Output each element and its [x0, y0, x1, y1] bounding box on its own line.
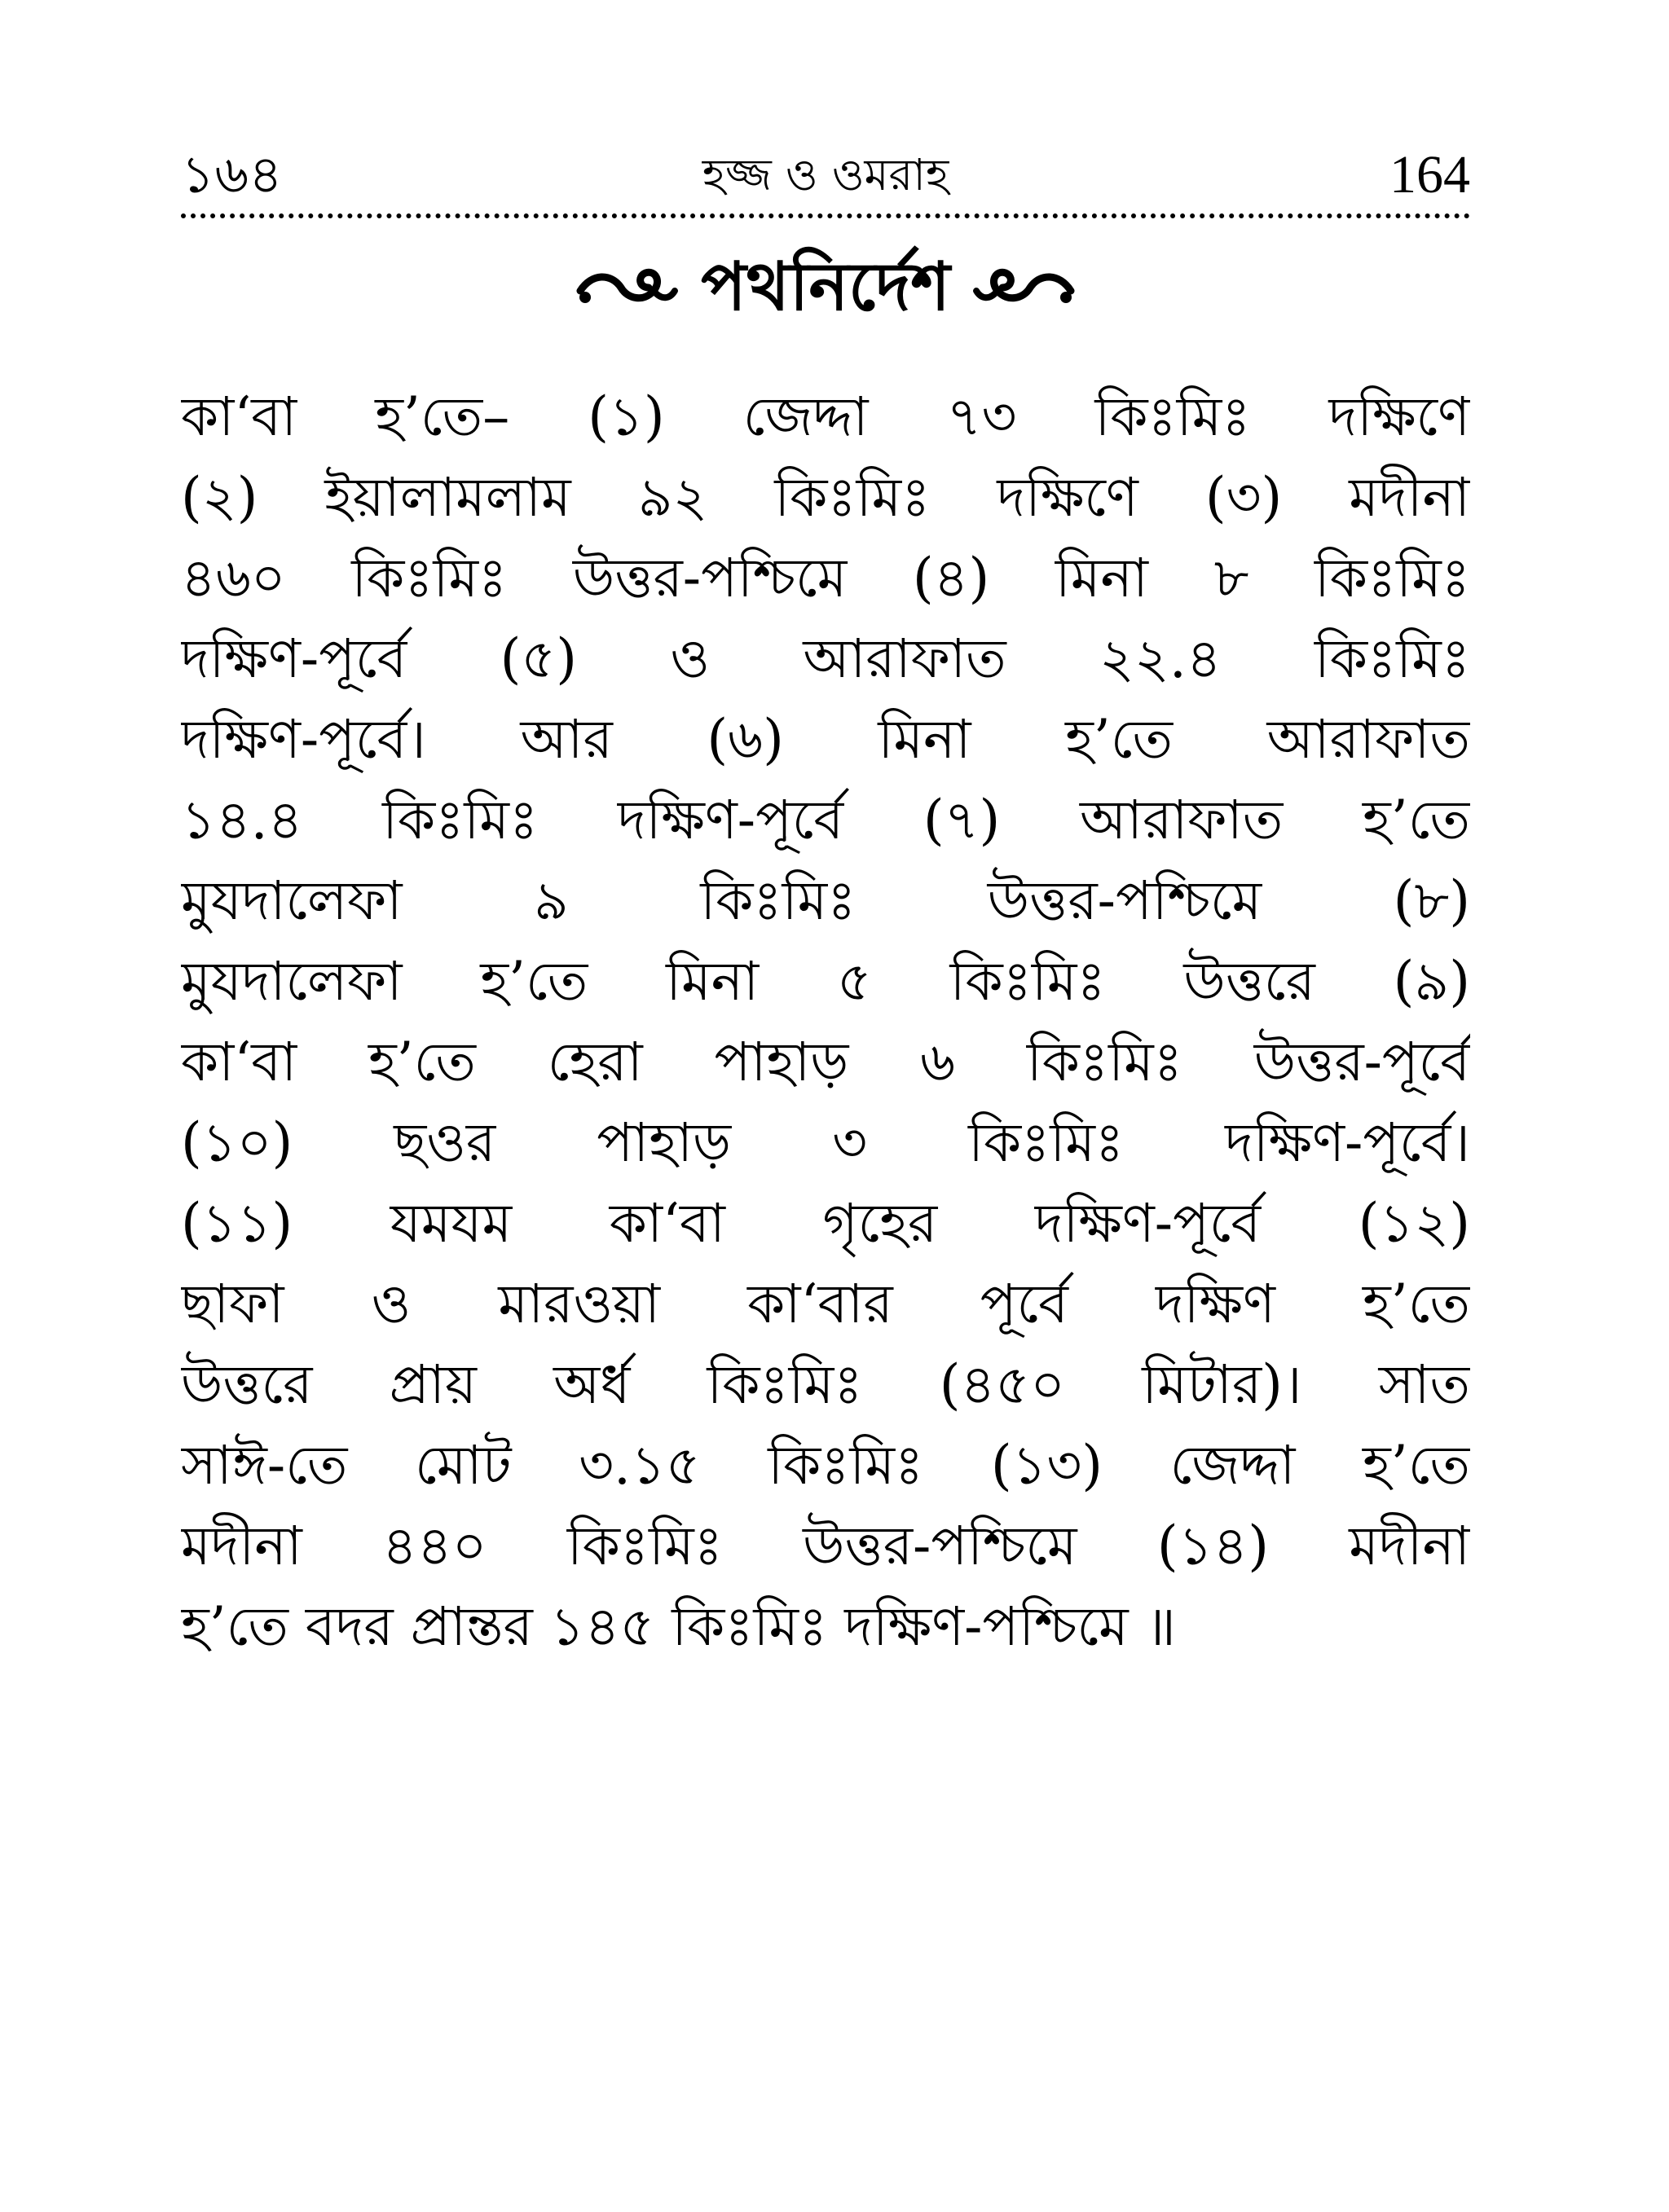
text-line: দক্ষিণ-পূর্বে। আর (৬) মিনা হ’তে আরাফাত — [181, 708, 1470, 771]
dotted-header-rule — [181, 213, 1470, 218]
section-title: পথনির্দেশ — [701, 248, 950, 326]
page-number-latin: 164 — [1389, 145, 1470, 204]
page-number-bengali: ১৬৪ — [181, 145, 283, 205]
text-line: মুযদালেফা ৯ কিঃমিঃ উত্তর-পশ্চিমে (৮) — [181, 869, 1470, 932]
text-line: ১৪.৪ কিঃমিঃ দক্ষিণ-পূর্বে (৭) আরাফাত হ’তে — [181, 789, 1470, 851]
running-header — [181, 139, 1470, 212]
text-line: হ’তে বদর প্রান্তর ১৪৫ কিঃমিঃ দক্ষিণ-পশ্চিমে ॥ — [181, 1595, 1176, 1658]
flourish-right-icon — [971, 258, 1077, 315]
text-line: সাঈ-তে মোট ৩.১৫ কিঃমিঃ (১৩) জেদ্দা হ’তে — [181, 1434, 1470, 1497]
text-line: (১০) ছওর পাহাড় ৩ কিঃমিঃ দক্ষিণ-পূর্বে। — [181, 1111, 1470, 1174]
section-heading — [181, 238, 1470, 336]
text-line: (১১) যমযম কা‘বা গৃহের দক্ষিণ-পূর্বে (১২) — [181, 1192, 1470, 1255]
flourish-left-icon — [574, 258, 680, 315]
text-line: দক্ষিণ-পূর্বে (৫) ও আরাফাত ২২.৪ কিঃমিঃ — [181, 627, 1470, 690]
body-paragraph — [181, 376, 1470, 1667]
text-line: মদীনা ৪৪০ কিঃমিঃ উত্তর-পশ্চিমে (১৪) মদীনা — [181, 1515, 1470, 1577]
text-line: ৪৬০ কিঃমিঃ উত্তর-পশ্চিমে (৪) মিনা ৮ কিঃমিঃ — [181, 547, 1470, 609]
running-title: হজ্জ ও ওমরাহ — [702, 149, 949, 200]
text-line: (২) ইয়ালামলাম ৯২ কিঃমিঃ দক্ষিণে (৩) মদীনা — [181, 466, 1470, 529]
text-line: কা‘বা হ’তে– (১) জেদ্দা ৭৩ কিঃমিঃ দক্ষিণে — [181, 385, 1470, 448]
text-line: মুযদালেফা হ’তে মিনা ৫ কিঃমিঃ উত্তরে (৯) — [181, 950, 1470, 1013]
text-line: কা‘বা হ’তে হেরা পাহাড় ৬ কিঃমিঃ উত্তর-পূর্বে — [181, 1031, 1470, 1093]
text-line: উত্তরে প্রায় অর্ধ কিঃমিঃ (৪৫০ মিটার)। সাত — [181, 1353, 1470, 1416]
text-line: ছাফা ও মারওয়া কা‘বার পূর্বে দক্ষিণ হ’তে — [181, 1273, 1470, 1335]
